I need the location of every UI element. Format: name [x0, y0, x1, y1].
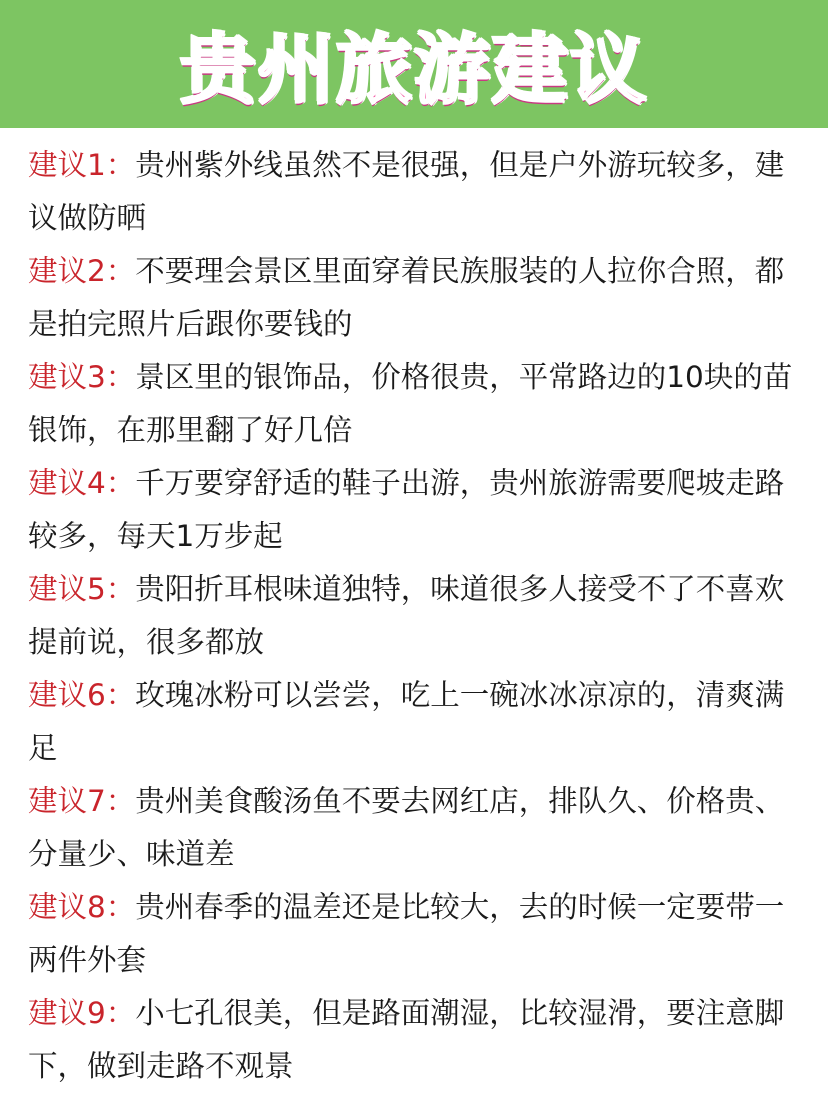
- tip-label: 建议4：: [28, 466, 136, 500]
- tip-text: 千万要穿舒适的鞋子出游，贵州旅游需要爬坡走路较多，每天1万步起: [28, 466, 785, 553]
- tip-text: 不要理会景区里面穿着民族服装的人拉你合照，都是拍完照片后跟你要钱的: [28, 254, 785, 341]
- tip-label: 建议7：: [28, 784, 136, 818]
- tip-item-4: [28, 457, 804, 563]
- tip-label: 建议6：: [28, 678, 136, 712]
- title-banner: [0, 0, 828, 128]
- tip-item-1: [28, 139, 804, 245]
- tip-text: 小七孔很美，但是路面潮湿，比较湿滑，要注意脚下，做到走路不观景: [28, 996, 785, 1083]
- tip-text: 景区里的银饰品，价格很贵，平常路边的10块的苗银饰，在那里翻了好几倍: [28, 360, 793, 447]
- tip-label: 建议1：: [28, 148, 136, 182]
- tip-item-2: [28, 245, 804, 351]
- tip-item-9: [28, 987, 804, 1093]
- tip-text: 贵阳折耳根味道独特，味道很多人接受不了不喜欢提前说，很多都放: [28, 572, 785, 659]
- tip-label: 建议2：: [28, 254, 136, 288]
- tip-text: 贵州紫外线虽然不是很强，但是户外游玩较多，建议做防晒: [28, 148, 785, 235]
- tips-list: [28, 139, 804, 1093]
- tip-label: 建议8：: [28, 890, 136, 924]
- tip-item-6: [28, 669, 804, 775]
- tip-text: 贵州美食酸汤鱼不要去网红店，排队久、价格贵、分量少、味道差: [28, 784, 785, 871]
- tip-item-3: [28, 351, 804, 457]
- tip-text: 玫瑰冰粉可以尝尝，吃上一碗冰冰凉凉的，清爽满足: [28, 678, 785, 765]
- tip-item-5: [28, 563, 804, 669]
- page-title: 贵州旅游建议: [180, 25, 648, 114]
- tip-label: 建议5：: [28, 572, 136, 606]
- tip-item-8: [28, 881, 804, 987]
- tip-label: 建议9：: [28, 996, 136, 1030]
- tip-item-7: [28, 775, 804, 881]
- tip-label: 建议3：: [28, 360, 136, 394]
- tip-text: 贵州春季的温差还是比较大，去的时候一定要带一两件外套: [28, 890, 785, 977]
